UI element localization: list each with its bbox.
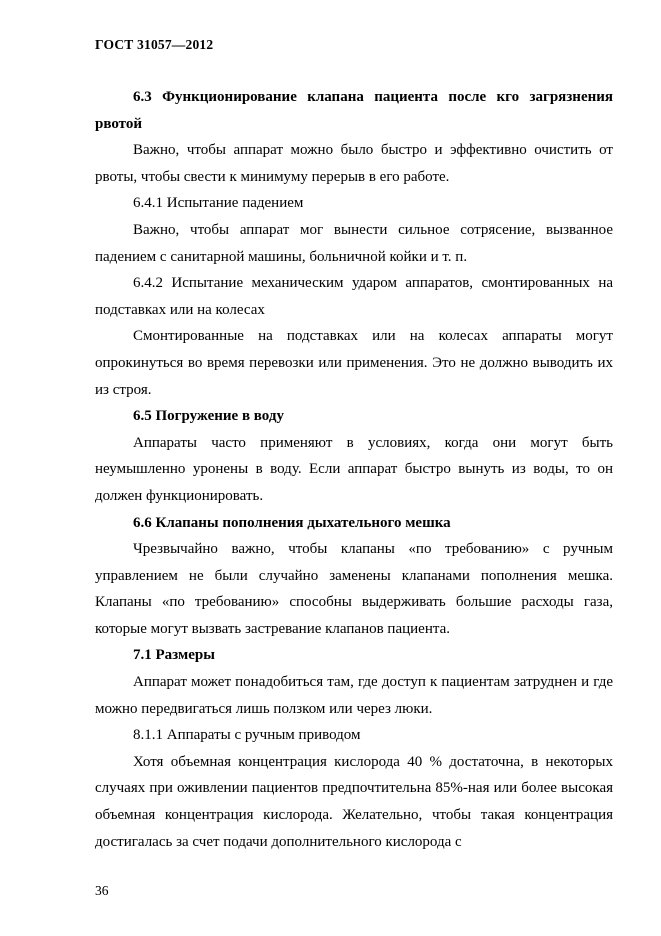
standard-header: ГОСТ 31057—2012 bbox=[95, 37, 214, 52]
section-heading-6-5: 6.5 Погружение в воду bbox=[133, 408, 284, 425]
subsection-heading-6-4-2: 6.4.2 Испытание механическим ударом аппаратов, смонтированных на подставках или на колесах bbox=[95, 275, 613, 318]
paragraph: Чрезвычайно важно, чтобы клапаны «по требованию» с ручным управлением не были случайно заменены клапанами пополнения мешка. Клапаны «по требованию» способны выдерживать большие расходы газа, которые могут вызвать застревание клапанов пациента. bbox=[95, 541, 613, 637]
section-heading-6-6: 6.6 Клапаны пополнения дыхательного мешка bbox=[133, 514, 451, 531]
paragraph: Смонтированные на подставках или на колесах аппараты могут опрокинуться во время перевозки или применения. Это не должно выводить их из строя. bbox=[95, 328, 613, 398]
paragraph: Аппараты часто применяют в условиях, когда они могут быть неумышленно уронены в воду. Если аппарат быстро вынуть из воды, то он должен функционировать. bbox=[95, 434, 613, 504]
paragraph: Аппарат может понадобиться там, где доступ к пациентам затруднен и где можно передвигаться лишь ползком или через люки. bbox=[95, 674, 613, 717]
subsection-heading-6-4-1: 6.4.1 Испытание падением bbox=[133, 195, 304, 212]
document-body bbox=[95, 84, 613, 855]
section-heading-6-3: 6.3 Функционирование клапана пациента после кго загрязнения рвотой bbox=[95, 89, 613, 132]
paragraph: Хотя объемная концентрация кислорода 40 % достаточна, в некоторых случаях при оживлении пациентов предпочтительна 85%-ная или более высокая объемная концентрация кислорода. Желательно, чтобы такая концентрация достигалась за счет подачи дополнительного кислорода с bbox=[95, 753, 613, 850]
page-number: 36 bbox=[95, 883, 109, 898]
paragraph: Важно, чтобы аппарат можно было быстро и эффективно очистить от рвоты, чтобы свести к минимуму перерыв в его работе. bbox=[95, 142, 613, 185]
section-heading-7-1: 7.1 Размеры bbox=[133, 647, 215, 664]
paragraph: Важно, чтобы аппарат мог вынести сильное сотрясение, вызванное падением с санитарной машины, больничной койки и т. п. bbox=[95, 221, 613, 265]
subsection-heading-8-1-1: 8.1.1 Аппараты с ручным приводом bbox=[133, 727, 361, 744]
